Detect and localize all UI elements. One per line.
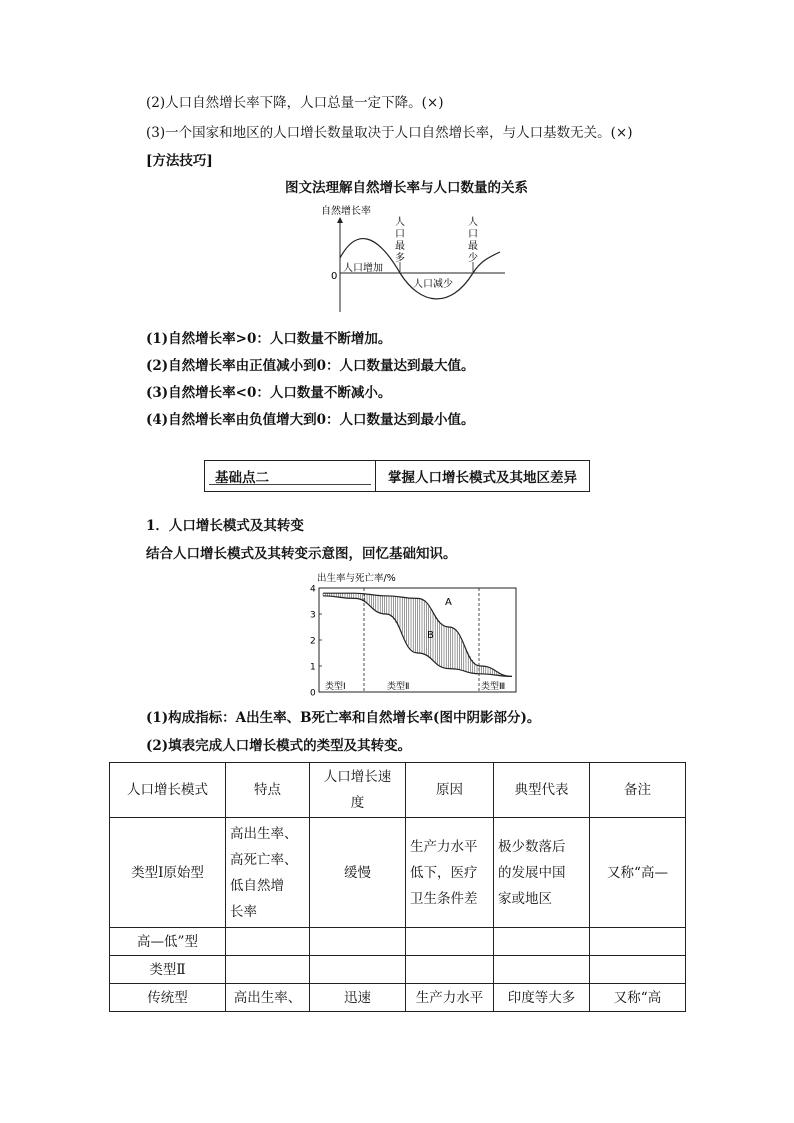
stage-2-label: 类型Ⅱ [387,682,410,692]
row4-features: 高出生率、 [226,984,310,1012]
row1-example: 极少数落后 的发展中国 家或地区 [494,818,590,928]
table-row [110,956,686,984]
header-reason: 原因 [406,763,494,818]
table-header-row [110,763,686,818]
y-tick-label: 3 [310,610,316,621]
label-decrease: 人口减少 [413,279,453,290]
header-speed: 人口增长速 度 [310,763,406,818]
note-2: (2)填表完成人口增长模式的类型及其转变。 [146,738,412,754]
table-row [110,984,686,1012]
y-tick-label: 1 [310,662,316,673]
row4-speed: 迅速 [310,984,406,1012]
svg-text:最: 最 [468,241,478,252]
row1-features: 高出生率、 高死亡率、 低自然增 长率 [226,818,310,928]
svg-text:口: 口 [468,229,478,240]
statement-2: (2)人口自然增长率下降，人口总量一定下降。(×) [146,95,444,111]
row1-speed: 缓慢 [310,818,406,928]
point-1: (1)自然增长率>0：人口数量不断增加。 [146,331,392,347]
row4-reason: 生产力水平 [406,984,494,1012]
row3-mode: 类型Ⅱ [110,956,226,984]
method-tag: [方法技巧] [146,153,213,169]
section-heading: 1．人口增长模式及其转变 [146,518,304,534]
y-tick-label: 0 [310,688,316,698]
point-4: (4)自然增长率由负值增大到0：人口数量达到最小值。 [146,412,475,428]
label-a: A [445,597,452,608]
point-2: (2)自然增长率由正值减小到0：人口数量达到最大值。 [146,358,475,374]
stage-1-label: 类型Ⅰ [325,682,346,692]
row4-mode: 传统型 [110,984,226,1012]
min-label [468,215,478,264]
row4-example: 印度等大多 [494,984,590,1012]
row2-mode: 高—低”型 [110,928,226,956]
header-features: 特点 [226,763,310,818]
svg-text:多: 多 [395,253,405,264]
growth-rate-figure [315,200,510,318]
table-row [110,928,686,956]
svg-text:最: 最 [395,241,405,252]
header-remark: 备注 [590,763,686,818]
header-mode: 人口增长模式 [110,763,226,818]
section-intro: 结合人口增长模式及其转变示意图，回忆基础知识。 [146,546,457,562]
section-box [204,460,590,492]
y-tick-label: 4 [310,584,316,595]
section-box-right: 掌握人口增长模式及其地区差异 [388,470,577,486]
statement-3: (3)一个国家和地区的人口增长数量取决于人口自然增长率，与人口基数无关。(×) [146,125,633,141]
y-tick-label: 2 [310,636,316,647]
table-row [110,818,686,928]
svg-text:人: 人 [395,217,405,228]
svg-text:人: 人 [468,217,478,228]
stage-3-label: 类型Ⅲ [481,682,506,692]
birth-death-rate-chart [305,568,520,698]
label-b: B [427,630,434,641]
max-label [395,215,405,264]
row4-remark: 又称“高 [590,984,686,1012]
label-increase: 人口增加 [343,263,383,274]
svg-text:少: 少 [468,253,478,264]
zero-label: 0 [331,271,338,282]
population-model-table [109,762,686,1012]
note-1: (1)构成指标：A出生率、B死亡率和自然增长率(图中阴影部分)。 [146,710,541,726]
row1-mode: 类型Ⅰ原始型 [110,818,226,928]
point-3: (3)自然增长率<0：人口数量不断减小。 [146,385,392,401]
svg-text:口: 口 [395,229,405,240]
header-example: 典型代表 [494,763,590,818]
figure-title: 图文法理解自然增长率与人口数量的关系 [285,180,528,196]
row1-remark: 又称“高— [590,818,686,928]
y-axis-label: 自然增长率 [321,206,371,217]
section-box-left: 基础点二 [205,461,376,491]
chart-title: 出生率与死亡率/% [317,573,396,584]
row1-reason: 生产力水平 低下，医疗 卫生条件差 [406,818,494,928]
